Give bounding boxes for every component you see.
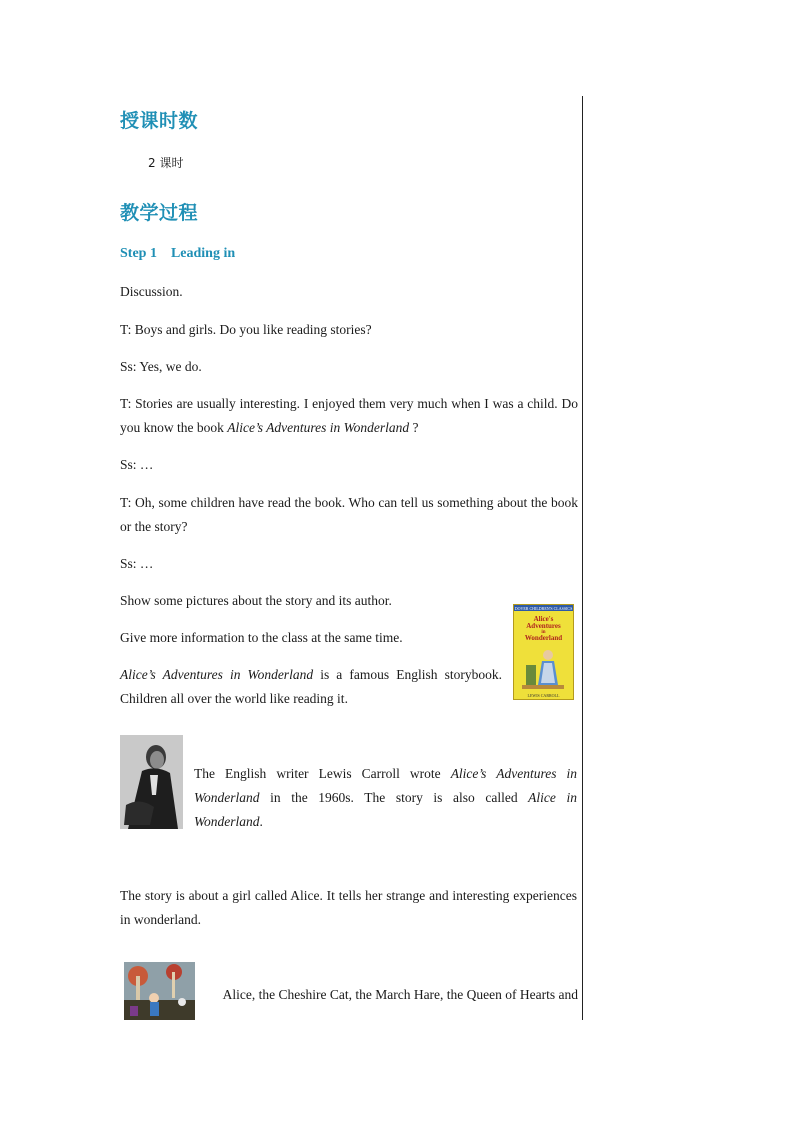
paragraph-teacher-read: T: Oh, some children have read the book. Who can tell us something about the book or the story? bbox=[120, 495, 578, 534]
step-heading: Step 1 Leading in bbox=[120, 246, 236, 261]
author-portrait-image bbox=[120, 735, 183, 829]
paragraph-story-about: The story is about a girl called Alice. It tells her strange and interesting experiences in wonderland. bbox=[120, 888, 577, 927]
paragraph-characters: Alice, the Cheshire Cat, the March Hare, the Queen of Hearts and bbox=[222, 987, 578, 1002]
section-title-process: 教学过程 bbox=[120, 202, 199, 224]
hours-value: 2 课时 bbox=[148, 156, 184, 170]
paragraph-teacher-stories: T: Stories are usually interesting. I enjoyed them very much when I was a child. Do you know the book Alice’s Adventures in Wonderland ? bbox=[120, 396, 578, 435]
paragraph-teacher-question: T: Boys and girls. Do you like reading stories? bbox=[120, 322, 372, 337]
paragraph-more-information: Give more information to the class at the same time. bbox=[120, 630, 403, 645]
paragraph-lewis-carroll: The English writer Lewis Carroll wrote Alice’s Adventures in Wonderland in the 1960s. The story is also called Alice in Wonderland. bbox=[194, 766, 577, 829]
book-cover-image: DOVER CHILDREN'S CLASSICS Alice's Adventures in Wonderland LEWIS CARROLL bbox=[514, 606, 573, 698]
tea-party-image bbox=[124, 962, 195, 1020]
paragraph-students-ellipsis-1: Ss: … bbox=[120, 457, 154, 472]
paragraph-show-pictures: Show some pictures about the story and its author. bbox=[120, 593, 392, 608]
section-title-hours: 授课时数 bbox=[120, 110, 199, 132]
paragraph-discussion: Discussion. bbox=[120, 284, 183, 299]
paragraph-students-ellipsis-2: Ss: … bbox=[120, 556, 154, 571]
paragraph-famous-storybook: Alice’s Adventures in Wonderland is a famous English storybook. Children all over the world like reading it. bbox=[120, 667, 502, 706]
paragraph-students-answer: Ss: Yes, we do. bbox=[120, 359, 202, 374]
page-right-border bbox=[582, 96, 583, 1020]
